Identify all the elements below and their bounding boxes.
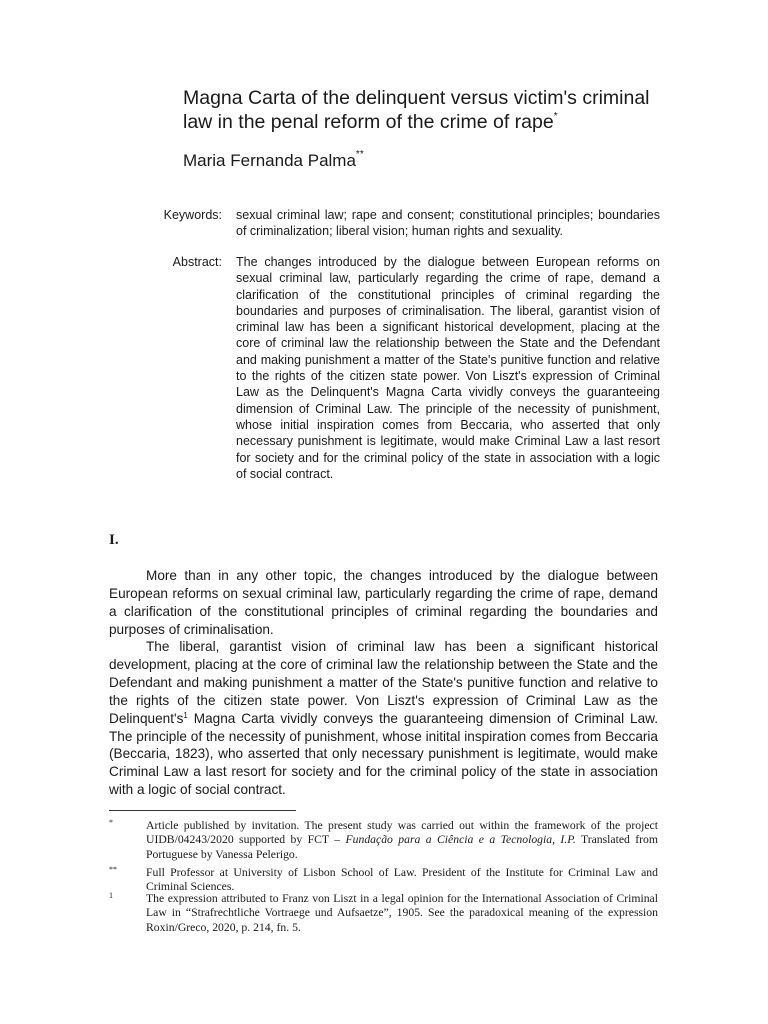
footnote-text bbox=[146, 819, 658, 862]
paragraph-2-text-b: Magna Carta vividly conveys the guaranteeing dimension of Criminal Law. The principle of the necessity of punishment, whose initital inspiration comes from Beccaria (Beccaria, 1823), who asserted that only necessary punishment is legitimate, would make Criminal Law a last resort for society and for the criminal policy of the state in association with a logic of social contract. bbox=[109, 710, 658, 798]
footnote-text-part: Article published by invitation. The present study was carried out within the framework of the project UIDB/04243/2020 supported by FCT – bbox=[146, 819, 658, 847]
footnote-1 bbox=[109, 819, 658, 862]
keywords-text: sexual criminal law; rape and consent; constitutional principles; boundaries of criminalization; liberal vision; human rights and sexuality. bbox=[236, 208, 660, 239]
body-paragraph-1: More than in any other topic, the changes introduced by the dialogue between European reforms on sexual criminal law, particularly regarding the crime of rape, demand a clarification of the constitutional principles of criminal regarding the boundaries and purposes of criminalisation. bbox=[109, 568, 658, 637]
footnote-2 bbox=[109, 866, 658, 895]
footnote-text-part: Translated from Portuguese by Vanessa Pelerigo. bbox=[146, 833, 658, 861]
footnote-3 bbox=[109, 892, 658, 935]
article-title bbox=[183, 86, 683, 134]
footnote-separator bbox=[109, 810, 296, 811]
body-paragraph-2 bbox=[109, 638, 658, 799]
paragraph-2-text-a: The liberal, garantist vision of criminal law has been a significant historical development, placing at the core of criminal law the relationship between the State and the Defendant and making punishment a matter of the State's punitive function and relative to the rights of the citizen state power. Von Liszt's expression of Criminal Law as the Delinquent's bbox=[109, 639, 658, 726]
abstract-label: Abstract: bbox=[172, 255, 222, 269]
footnote-mark: * bbox=[109, 818, 113, 827]
abstract-text: The changes introduced by the dialogue between European reforms on sexual criminal law, particularly regarding the crime of rape, demand a clarification of the constitutional principles of criminal regarding the boundaries and purposes of criminalisation. The liberal, garantist vision of criminal law has been a significant historical development, placing at the core of criminal law the relationship between the State and the Defendant and making punishment a matter of the State's punitive function and relative to the rights of the citizen state power. Von Liszt's expression of Criminal Law as the Delinquent's Magna Carta vividly conveys the guaranteeing dimension of Criminal Law. The principle of the necessity of punishment, whose initial inspiration comes from Beccaria, who asserted that only necessary punishment is legitimate, would make Criminal Law a last resort for society and for the criminal policy of the state in association with a logic of social contract. bbox=[236, 255, 660, 481]
footnote-text: Full Professor at University of Lisbon School of Law. President of the Institute for Criminal Law and Criminal Sciences. bbox=[146, 866, 658, 894]
title-footnote-mark: * bbox=[553, 111, 558, 122]
footnote-mark: ** bbox=[109, 865, 117, 874]
article-title-text: Magna Carta of the delinquent versus victim's criminal law in the penal reform of the crime of rape bbox=[183, 87, 650, 133]
author-footnote-mark: ** bbox=[355, 149, 364, 160]
author-name-text: Maria Fernanda Palma bbox=[183, 151, 356, 170]
author-name bbox=[183, 150, 364, 172]
footnote-text: The expression attributed to Franz von Liszt in a legal opinion for the International Association of Criminal Law in “Strafrechtliche Vortraege und Aufsaetze”, 1905. See the paradoxical meaning of the expression Roxin/Greco, 2020, p. 214, fn. 5. bbox=[146, 892, 658, 934]
footnote-italic-text: Fundação para a Ciência e a Tecnologia, I.P. bbox=[345, 833, 576, 847]
section-heading: I. bbox=[109, 532, 119, 548]
keywords-label: Keywords: bbox=[163, 208, 222, 222]
footnote-mark: 1 bbox=[109, 891, 113, 900]
footnote-reference-1[interactable]: 1 bbox=[183, 710, 188, 720]
